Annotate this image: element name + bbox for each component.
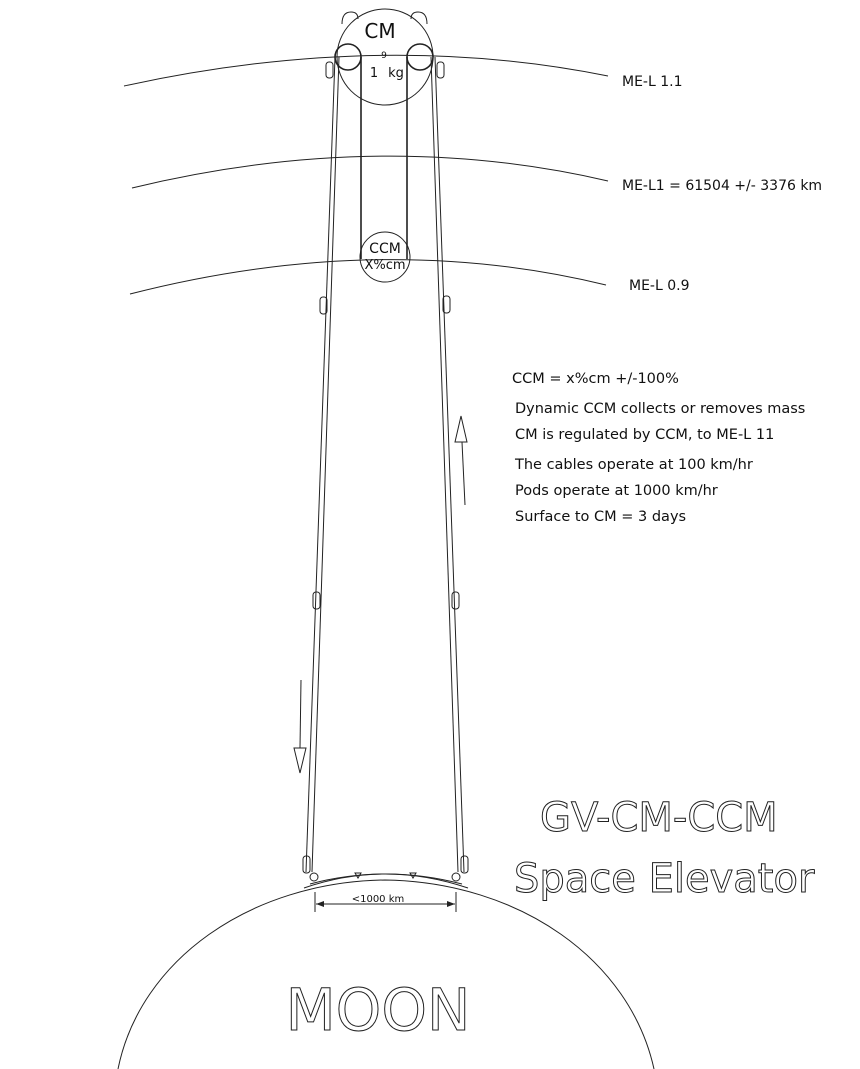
moon-label: MOON [285,976,471,1044]
cm-node [335,9,433,105]
orbit-label-middle: ME-L1 = 61504 +/- 3376 km [622,178,823,194]
pod-icon [313,592,320,609]
orbit-label-lower: ME-L 0.9 [629,278,690,294]
cm-mass-base: 1 [369,66,379,81]
inner-cables [361,57,407,259]
orbit-label-upper: ME-L 1.1 [622,74,683,90]
pod-icon [326,62,333,78]
orbit-arc-upper [124,55,608,86]
diagram-title-line2: Space Elevator [514,856,815,902]
note-line: The cables operate at 100 km/hr [515,457,753,473]
pod-icon [437,62,444,78]
ccm-node [360,232,410,282]
orbit-arc-middle [132,156,608,188]
ccm-title: CCM [369,241,401,257]
up-arrow-icon [455,416,467,505]
pod-icon [461,856,468,873]
note-line: Surface to CM = 3 days [515,509,687,525]
cm-mass-exponent: 9 [381,51,387,61]
base-width-label: <1000 km [351,894,405,905]
notes-block [512,371,805,525]
cm-title: CM [364,19,396,43]
base-width-dimension [315,892,456,912]
note-line: CM is regulated by CCM, to ME-L 11 [515,427,775,443]
down-arrow-icon [294,680,306,773]
note-line: CCM = x%cm +/-100% [512,371,679,387]
ccm-mass: X%cm [364,258,406,273]
note-line: Pods operate at 1000 km/hr [515,483,718,499]
note-line: Dynamic CCM collects or removes mass [515,401,806,417]
pulley-right [407,44,433,70]
outer-cable-right [431,57,464,872]
cm-mass-unit: kg [388,66,404,81]
outer-cable-left [306,57,339,872]
diagram-title-line1: GV-CM-CCM [540,795,778,841]
pod-icon [452,592,459,609]
